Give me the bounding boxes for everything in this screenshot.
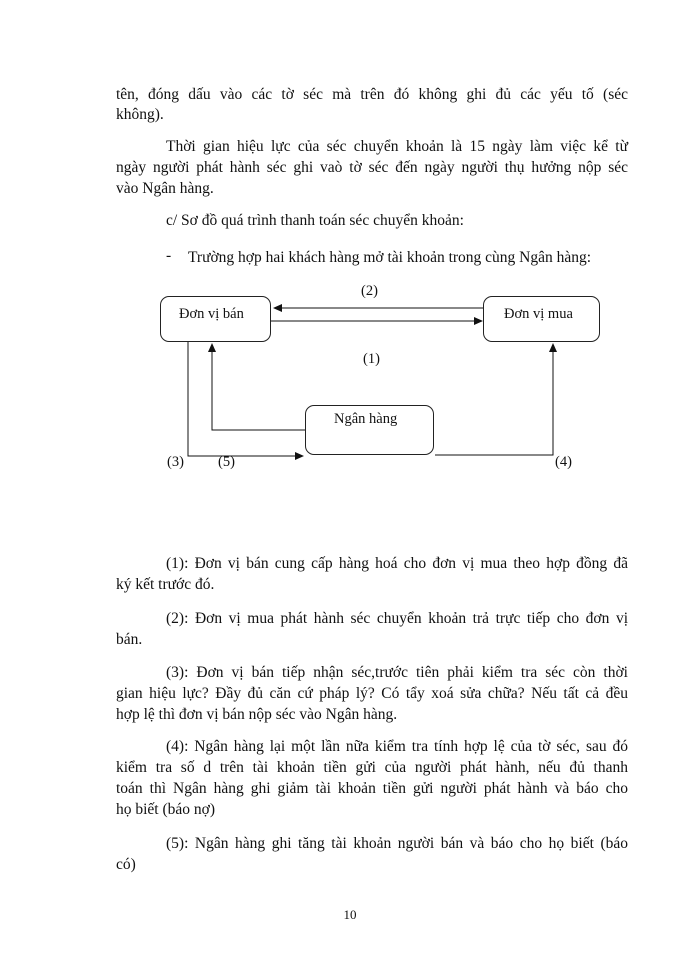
node-bank-label: Ngân hàng — [334, 411, 398, 427]
explanation-line: ký kết trước đó. — [116, 576, 215, 593]
explanation-line: kiểm tra số d trên tài khoản tiền gửi của người phát hành, nếu đủ thanh — [116, 759, 628, 776]
explanation-line: hợp lệ thì đơn vị bán nộp séc vào Ngân hàng. — [116, 706, 398, 723]
paragraph-line: không). — [116, 106, 164, 123]
label-step-1: (1) — [363, 351, 380, 367]
label-step-4: (4) — [555, 454, 572, 470]
paragraph-line: vào Ngân hàng. — [116, 180, 214, 197]
node-buyer-label: Đơn vị mua — [504, 306, 573, 322]
node-seller-label: Đơn vị bán — [179, 306, 244, 322]
explanation-line: (2): Đơn vị mua phát hành séc chuyển khoản trả trực tiếp cho đơn vị — [166, 610, 628, 627]
explanation-line: (4): Ngân hàng lại một lần nữa kiểm tra tính hợp lệ của tờ séc, sau đó — [166, 738, 628, 755]
label-step-2: (2) — [361, 283, 378, 299]
explanation-line: toán thì Ngân hàng ghi giảm tài khoản tiền gửi người phát hành và báo cho — [116, 780, 628, 797]
arrow-bank-to-seller — [212, 344, 306, 430]
explanation-line: có) — [116, 856, 136, 873]
bullet-text: Trường hợp hai khách hàng mở tài khoản trong cùng Ngân hàng: — [188, 249, 592, 266]
explanation-line: họ biết (báo nợ) — [116, 801, 216, 818]
paragraph-line: ngày người phát hành séc ghi vaò tờ séc đến ngày người thụ hưởng nộp séc — [116, 159, 628, 176]
arrow-seller-to-bank — [188, 342, 303, 456]
label-step-5: (5) — [218, 454, 235, 470]
explanation-line: gian hiệu lực? Đầy đủ căn cứ pháp lý? Có tẩy xoá sửa chữa? Nếu tất cả đều — [116, 685, 628, 702]
explanation-line: bán. — [116, 631, 143, 648]
bullet-marker: - — [166, 247, 172, 264]
paragraph-line: tên, đóng dấu vào các tờ séc mà trên đó không ghi đủ các yếu tố (séc — [116, 86, 628, 103]
node-bank — [305, 405, 434, 455]
explanation-line: (1): Đơn vị bán cung cấp hàng hoá cho đơn vị mua theo hợp đồng đã — [166, 555, 628, 572]
node-buyer — [483, 296, 600, 342]
arrow-bank-to-buyer — [435, 344, 553, 455]
section-heading: c/ Sơ đồ quá trình thanh toán séc chuyển khoản: — [166, 212, 464, 229]
explanation-line: (3): Đơn vị bán tiếp nhận séc,trước tiên phải kiểm tra séc còn thời — [166, 664, 628, 681]
paragraph-line: Thời gian hiệu lực của séc chuyển khoản là 15 ngày làm việc kể từ — [166, 138, 628, 155]
node-seller — [160, 296, 271, 342]
page-number: 10 — [343, 907, 357, 922]
label-step-3: (3) — [167, 454, 184, 470]
explanation-line: (5): Ngân hàng ghi tăng tài khoản người bán và báo cho họ biết (báo — [166, 835, 628, 852]
